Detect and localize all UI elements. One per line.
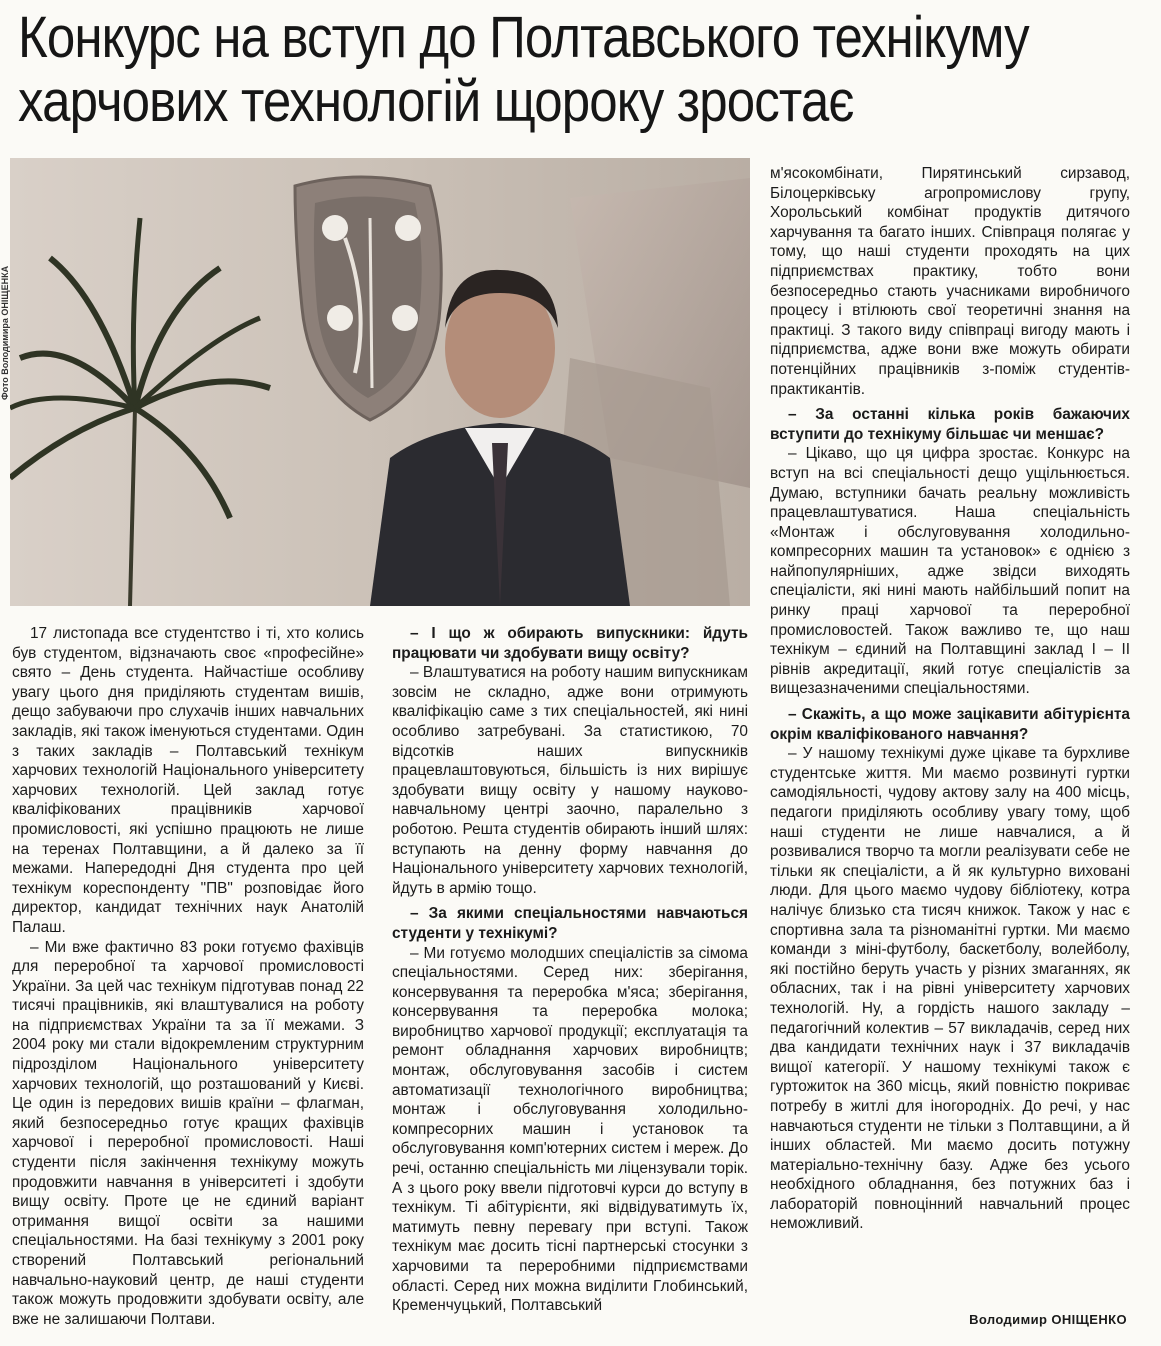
intro-paragraph: 17 листопада все студентство і ті, хто колись був студентом, відзначають своє «професійне» свято – День студента. Найчастіше особливу увагу цього дня приділяють студентам вишів, дещо забуваючи про слухачів інших навчальних закладів, які також іменуються студентами. Один з таких закладів – Полтавський технікум харчових технологій Національного університету харчових технологій. Цей заклад готує кваліфікованих працівників харчової промисловості, які успішно працюють не лише на теренах Полтавщини, а й далеко за її межами. Напередодні Дня студента про цей технікум кореспонденту "ПВ" розповідає його директор, кандидат технічних наук Анатолій Палаш. [12, 625, 364, 936]
interview-question: – За якими спеціальностями навчаються студенти у технікумі? [392, 905, 748, 942]
continued-paragraph: м'ясокомбінати, Пирятинський сирзавод, Білоцерківську агропромислову групу, Хорольський комбінат продуктів дитячого харчування та багато інших. Співпраця полягає у тому, що наші студенти проходять на цих підприємствах практику, тобто вони безпосередньо стають учасниками виробничого процесу і втілюють свої теоретичні знання на практиці. З такого виду співпраці вигоду мають і підприємства, адже вони вже можуть обирати потенційних працівників з-поміж студентів-практикантів. [770, 165, 1130, 398]
interview-answer: – Цікаво, що ця цифра зростає. Конкурс на вступ на всі спеціальності дещо ущільнюється. Думаю, вступники бачать реальну можливість працевлаштуватися. Наша спеціальність «Монтаж і обслуговування холодильно-компресорних машин та установок» є однією з найпопулярніших, адже звідси виходять спеціалісти, які нині мають найбільший попит на ринку праці харчової та переробної промисловостей. Також важливо те, що наш технікум – єдиний на Полтавщині заклад І – ІІ рівнів акредитації, який готує спеціалістів за вищезазначеними спеціальностями. [770, 445, 1130, 698]
article-column-3 [770, 164, 1130, 1234]
article-column-1 [12, 624, 364, 1329]
interview-question: – Скажіть, а що може зацікавити абітурієнта окрім кваліфікованого навчання? [770, 706, 1130, 743]
headline-line-2: харчових технологій щороку зростає [18, 69, 854, 134]
interview-question: – За останні кілька років бажаючих вступити до технікуму більшає чи меншає? [770, 406, 1130, 443]
interview-answer: – У нашому технікумі дуже цікаве та бурхливе студентське життя. Ми маємо розвинуті гуртки самодіяльності, чудову актову залу на 400 місць, педагоги приділяють особливу увагу тому, щоб наші студенти не лише навчалися, а й розвивалися творчо та могли реалізувати себе не тільки як спеціалісти, а й як культурно виховані люди. Для цього маємо чудову бібліотеку, котра налічує близько ста тисяч книжок. Також у нас є спортивна зала та різноманітні гуртки. Ми маємо команди з міні-футболу, баскетболу, волейболу, які постійно беруть участь у різних змаганнях, як обласних, так і на рівні університету харчових технологій. Ну, а гордість нашого закладу – педагогічний колектив – 57 викладачів, серед них два кандидати технічних наук і 37 викладачів вищої категорії. У нашому технікумі також є гуртожиток на 360 місць, який повністю покриває потребу в житлі для іногородніх. До речі, у нас навчаються студенти не тільки з Полтавщини, а й інших областей. Ми маємо досить потужну матеріально-технічну базу. Адже без усього необхідного обладнання, без потужних баз і лабораторій повноцінний навчальний процес неможливий. [770, 745, 1130, 1233]
interview-answer: – Влаштуватися на роботу нашим випускникам зовсім не складно, адже вони отримують кваліфікацію саме з тих спеціальностей, які нині особливо затребувані. За статистикою, 70 відсотків наших випускників працевлаштовуються, більшість із них вирішує здобувати вищу освіту у нашому науково-навчальному центрі заочно, паралельно з роботою. Решта студентів обирають інший шлях: вступають на денну форму навчання до Національного університету харчових технологій, йдуть в армію тощо. [392, 664, 748, 897]
director-portrait [10, 158, 750, 606]
article-column-2 [392, 624, 748, 1316]
author-byline: Володимир ОНІЩЕНКО [969, 1312, 1127, 1327]
photo-credit: Фото Володимира ОНІЩЕНКА [0, 265, 10, 400]
interview-question: – І що ж обирають випускники: йдуть працювати чи здобувати вищу освіту? [392, 625, 748, 662]
article-headline [18, 5, 1029, 134]
answer-paragraph: – Ми вже фактично 83 роки готуємо фахівців для переробної та харчової промисловості України. За цей час технікум підготував понад 22 тисячі працівників, які влаштувалися на роботу на підприємствах України та за її межами. З 2004 року ми стали відокремленим структурним підрозділом Національного університету харчових технологій, що розташований у Києві. Це один із передових вишів країни – флагман, який безпосередньо готує кращих фахівців харчової і переробної промисловості. Наші студенти після закінчення технікуму можуть продовжити навчання в університеті і здобути вищу освіту. Проте це не єдиний варіант отримання вищої освіти за нашими спеціальностями. На базі технікуму з 2001 року створений Полтавський регіональний навчально-науковий центр, де наші студенти також можуть продовжити здобувати освіту, але вже не залишаючи Полтави. [12, 938, 364, 1328]
article-photo [10, 158, 750, 606]
headline-line-1: Конкурс на вступ до Полтавського технікуму [18, 5, 1029, 70]
interview-answer: – Ми готуємо молодших спеціалістів за сімома спеціальностями. Серед них: зберігання, консервування та переробка м'яса; зберігання, консервування та переробка молока; виробництво харчової продукції; експлуатація та ремонт обладнання харчових виробництв; монтаж, обслуговування засобів і систем автоматизації технологічного виробництва; монтаж і обслуговування холодильно-компресорних машин і установок та обслуговування комп'ютерних систем і мереж. До речі, останню спеціальність ми ліцензували торік. А з цього року ввели підготовчі курси до вступу в технікум. Ті абітурієнти, які відвідуватимуть їх, матимуть певну перевагу при вступі. Також технікум має досить тісні партнерські стосунки з харчовими та переробними підприємствами області. Серед них можна виділити Глобинський, Кременчуцький, Полтавський [392, 944, 748, 1315]
